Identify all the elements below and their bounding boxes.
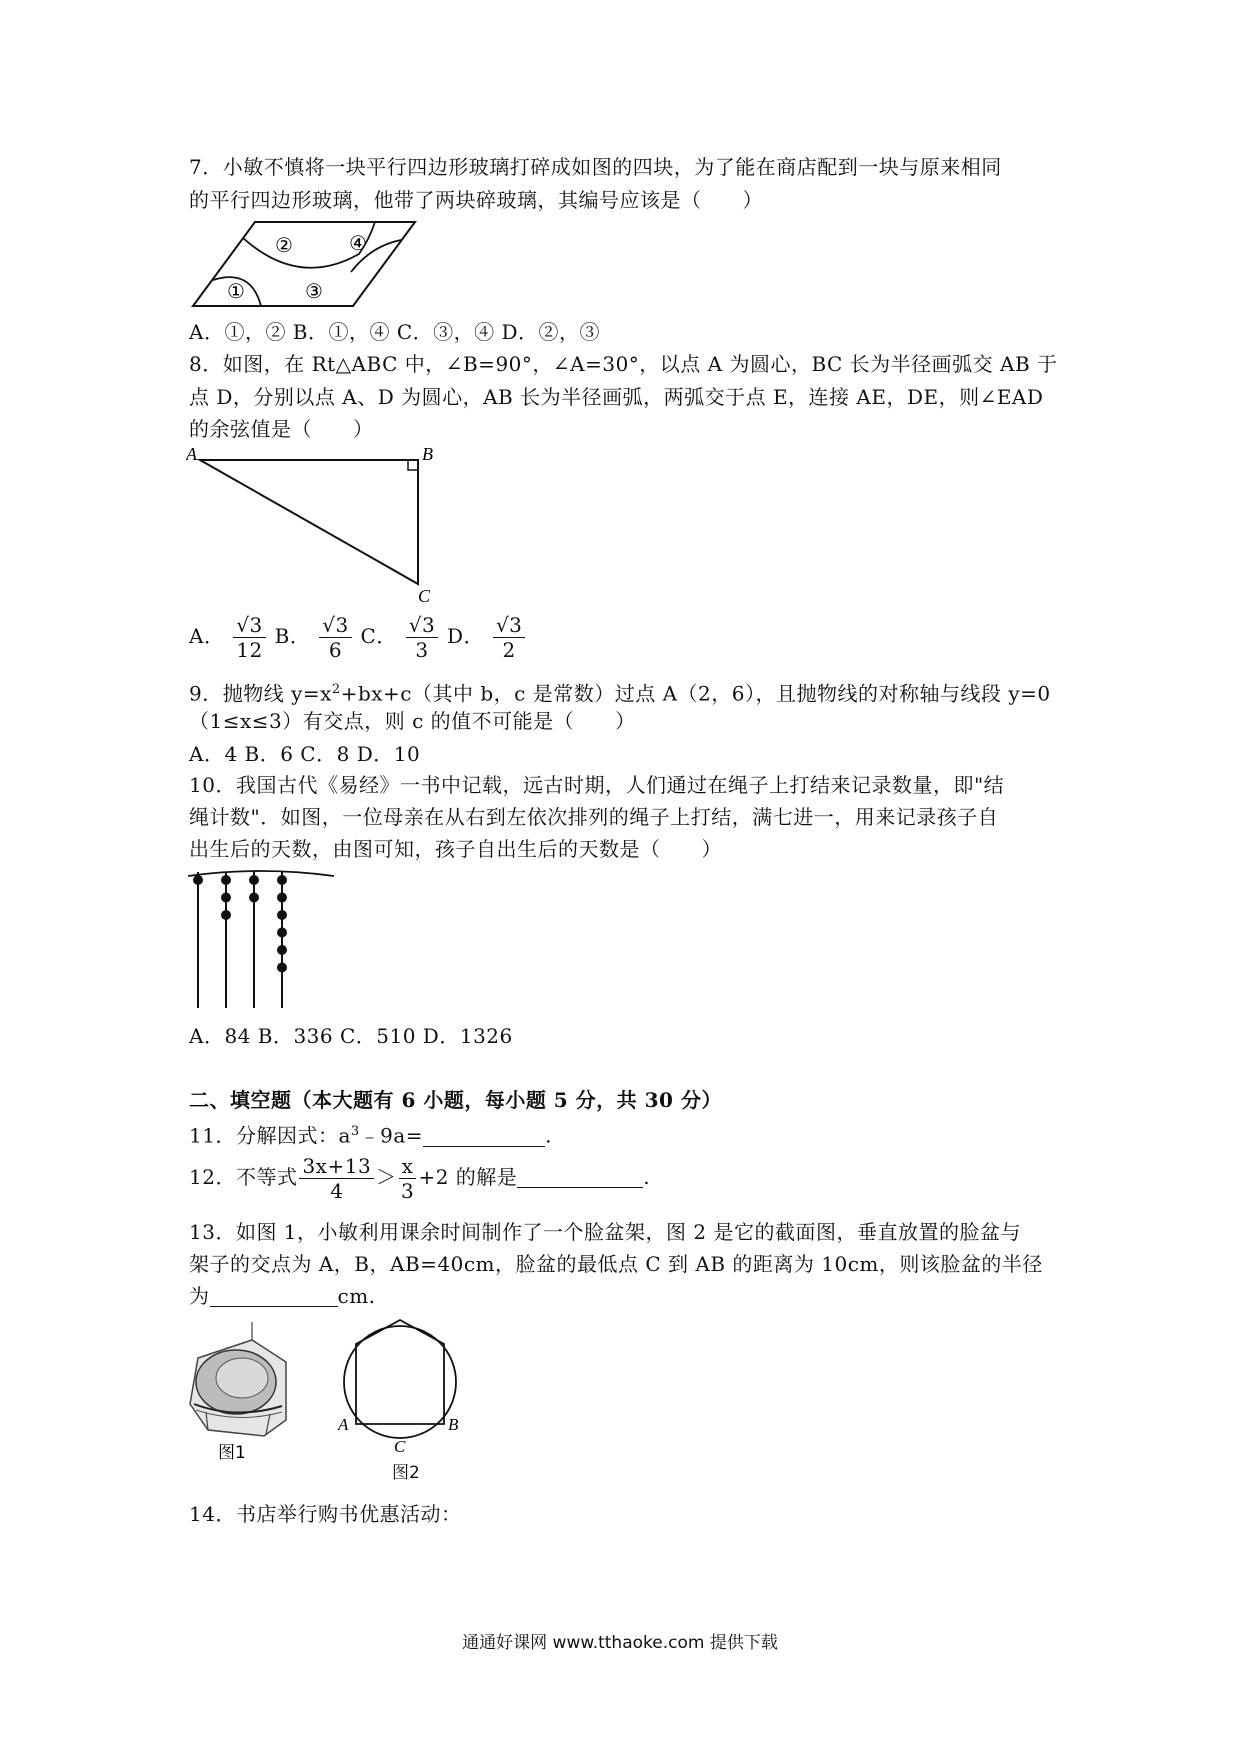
rope-4-knot bbox=[277, 910, 287, 920]
q13-line3 bbox=[189, 1282, 376, 1310]
q12-fraction-right bbox=[399, 1154, 417, 1203]
q7-parallelogram-figure bbox=[189, 218, 419, 310]
q12-end: . bbox=[643, 1165, 651, 1189]
rope-3-knot bbox=[249, 893, 259, 903]
q13-figure1-basin-photo bbox=[186, 1320, 291, 1460]
q8-label-b: B bbox=[422, 446, 433, 464]
q13-figure2-caption: 图2 bbox=[392, 1463, 420, 1483]
q12-fraction-left bbox=[299, 1154, 374, 1203]
rope-4-knot bbox=[277, 945, 287, 955]
q9-line1-b: +bx+c（其中 b，c 是常数）过点 A（2，6），且抛物线的对称轴与线段 y=0 bbox=[340, 681, 1051, 706]
q11-sup: 3 bbox=[350, 1124, 360, 1139]
rope-3-knot bbox=[249, 875, 259, 885]
q13-line3-b: cm. bbox=[337, 1284, 376, 1308]
q13-answer-blank[interactable] bbox=[210, 1286, 338, 1307]
q8-option-d-fraction bbox=[493, 613, 525, 662]
q11-answer-blank[interactable] bbox=[423, 1126, 545, 1147]
q10-ropes bbox=[193, 872, 287, 1008]
rope-2-knot bbox=[221, 875, 231, 885]
q12-den2: 3 bbox=[400, 1179, 415, 1203]
q8-option-c-den: 3 bbox=[415, 638, 429, 662]
q13-figure2-label-b: B bbox=[448, 1415, 459, 1434]
q11-line bbox=[189, 1118, 552, 1150]
q14-line1: 14．书店举行购书优惠活动： bbox=[189, 1502, 462, 1526]
rope-2-knot bbox=[221, 910, 231, 920]
q13-line1: 13．如图 1，小敏利用课余时间制作了一个脸盆架，图 2 是它的截面图，垂直放置的脸盆与 bbox=[189, 1220, 1021, 1244]
rope-4-knot bbox=[277, 893, 287, 903]
q13-figure2-cross-section bbox=[330, 1318, 490, 1462]
q7-label-1: ① bbox=[227, 279, 245, 303]
q13-line3-a: 为 bbox=[189, 1284, 210, 1308]
rope-2-knot bbox=[221, 893, 231, 903]
q13-figure2-label-c: C bbox=[394, 1437, 406, 1456]
q7-label-4: ④ bbox=[349, 231, 367, 255]
rope-4-knot bbox=[277, 928, 287, 938]
q8-option-c-num: √3 bbox=[406, 613, 438, 638]
q8-option-b-num: √3 bbox=[319, 613, 351, 638]
q9-line1 bbox=[189, 676, 1051, 708]
q8-option-b-fraction bbox=[319, 613, 351, 662]
q8-options bbox=[189, 608, 527, 664]
q10-line3: 出生后的天数，由图可知，孩子自出生后的天数是（ ） bbox=[189, 837, 722, 861]
q11-text-b: ﹣9a= bbox=[359, 1123, 424, 1148]
rope-1-knot bbox=[193, 875, 203, 885]
q9-line1-a: 9．抛物线 y=x bbox=[189, 681, 332, 706]
q7-label-2: ② bbox=[275, 233, 293, 257]
q8-label-c: C bbox=[418, 586, 431, 606]
q13-line2: 架子的交点为 A，B，AB=40cm，脸盆的最低点 C 到 AB 的距离为 10cm，则该脸盆的半径 bbox=[189, 1252, 1043, 1276]
q8-line3: 的余弦值是（ ） bbox=[189, 417, 374, 441]
q10-line1: 10．我国古代《易经》一书中记载，远古时期，人们通过在绳子上打结来记录数量，即"结 bbox=[189, 773, 1005, 797]
q8-label-a: A bbox=[186, 446, 197, 464]
q8-option-d-num: √3 bbox=[493, 613, 525, 638]
q7-label-3: ③ bbox=[305, 279, 323, 303]
q12-num1: 3x+13 bbox=[299, 1154, 374, 1179]
q12-den1: 4 bbox=[330, 1179, 344, 1203]
q8-option-c-letter: C． bbox=[360, 624, 397, 648]
q8-option-d-den: 2 bbox=[502, 638, 516, 662]
q11-end: . bbox=[545, 1123, 552, 1148]
q8-option-b-den: 6 bbox=[328, 638, 343, 662]
q8-line1: 8．如图，在 Rt△ABC 中，∠B=90°，∠A=30°，以点 A 为圆心，BC 长为半径画弧交 AB 于 bbox=[189, 352, 1058, 376]
q12-suffix: +2 的解是 bbox=[418, 1165, 518, 1189]
q9-line2: （1≤x≤3）有交点，则 c 的值不可能是（ ） bbox=[189, 709, 636, 733]
q8-triangle-figure bbox=[186, 446, 446, 606]
section2-heading: 二、填空题（本大题有 6 小题，每小题 5 分，共 30 分） bbox=[189, 1088, 722, 1112]
q8-option-c-fraction bbox=[406, 613, 438, 662]
q7-line2: 的平行四边形玻璃，他带了两块碎玻璃，其编号应该是（ ） bbox=[189, 188, 763, 212]
page-footer: 通通好课网 www.tthaoke.com 提供下载 bbox=[462, 1633, 778, 1653]
q12-num2: x bbox=[399, 1154, 417, 1179]
q10-line2: 绳计数"．如图，一位母亲在从右到左依次排列的绳子上打结，满七进一，用来记录孩子自 bbox=[189, 805, 999, 829]
rope-4-knot bbox=[277, 963, 287, 973]
q9-options: A．4 B．6 C．8 D．10 bbox=[189, 742, 421, 766]
q12-gt: ＞ bbox=[376, 1165, 397, 1189]
q8-option-a-letter: A． bbox=[189, 624, 225, 648]
q8-option-a-num: √3 bbox=[233, 613, 265, 638]
q12-line bbox=[189, 1148, 650, 1206]
q8-option-b-letter: B． bbox=[274, 624, 311, 648]
q8-option-d-letter: D． bbox=[447, 624, 485, 648]
q11-text-a: 11．分解因式：a bbox=[189, 1123, 351, 1148]
q13-figure2-label-a: A bbox=[338, 1415, 349, 1434]
q8-option-a-fraction bbox=[233, 613, 265, 662]
q10-options: A．84 B．336 C．510 D．1326 bbox=[189, 1024, 513, 1048]
rope-4-knot bbox=[277, 875, 287, 885]
q9-line1-sup: 2 bbox=[331, 682, 341, 697]
q7-options: A．①，② B．①，④ C．③，④ D．②，③ bbox=[189, 320, 601, 344]
q13-figure1-caption: 图1 bbox=[218, 1443, 246, 1460]
q8-line2: 点 D，分别以点 A、D 为圆心，AB 长为半径画弧，两弧交于点 E，连接 AE，DE，则∠EAD bbox=[189, 385, 1044, 409]
q7-line1: 7．小敏不慎将一块平行四边形玻璃打碎成如图的四块，为了能在商店配到一块与原来相同 bbox=[189, 155, 1002, 179]
q12-prefix: 12．不等式 bbox=[189, 1165, 298, 1189]
q12-answer-blank[interactable] bbox=[517, 1167, 643, 1188]
q10-knotted-ropes-figure bbox=[186, 866, 336, 1011]
q8-option-a-den: 12 bbox=[236, 638, 263, 662]
